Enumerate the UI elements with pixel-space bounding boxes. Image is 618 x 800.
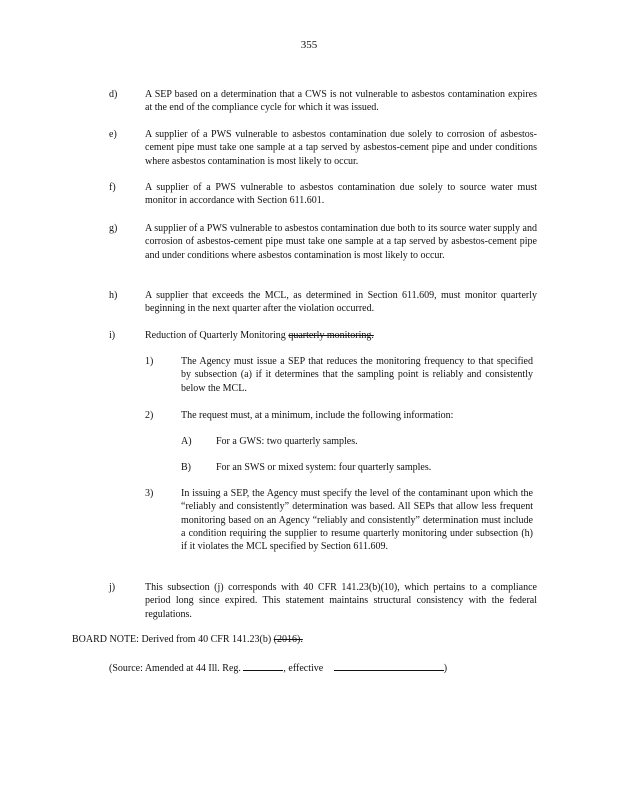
register-blank xyxy=(243,661,283,671)
item-label: 3) xyxy=(145,488,154,499)
item-text: The Agency must issue a SEP that reduces the monitoring frequency to that specified by subsection (a) if it determines that the sampling point is reliably and consistently below the MCL. xyxy=(181,356,533,394)
source-effective: , effective xyxy=(283,663,324,674)
board-note-text: BOARD NOTE: Derived from 40 CFR 141.23(b) xyxy=(72,634,272,645)
source-prefix: (Source: Amended at 44 Ill. Reg. xyxy=(109,663,241,674)
effective-date-blank xyxy=(334,661,444,671)
item-text: A supplier of a PWS vulnerable to asbestos contamination due both to its source water supply and corrosion of asbestos-cement pipe must take one sample at a tap served by asbestos-cement pipe and under conditions where asbestos contamination is most likely to occur. xyxy=(145,223,537,261)
item-text xyxy=(145,329,537,342)
item-label: g) xyxy=(109,223,118,234)
item-label: d) xyxy=(109,89,118,100)
board-note xyxy=(72,633,303,646)
item-heading: Reduction of Quarterly Monitoring xyxy=(145,330,286,341)
item-label: A) xyxy=(181,436,192,447)
item-text: A supplier of a PWS vulnerable to asbestos contamination due solely to source water must monitor in accordance with Section 611.601. xyxy=(145,182,537,207)
item-text: For a GWS: two quarterly samples. xyxy=(216,436,358,447)
item-label: B) xyxy=(181,462,191,473)
struck-text: quarterly monitoring. xyxy=(288,330,374,341)
struck-text: (2016). xyxy=(273,634,303,645)
item-label: h) xyxy=(109,290,118,301)
item-label: 2) xyxy=(145,410,154,421)
item-text: A supplier of a PWS vulnerable to asbestos contamination due solely to corrosion of asbestos-cement pipe must take one sample at a tap served by asbestos-cement pipe and under conditions where asbestos contamination is most likely to occur. xyxy=(145,129,537,167)
item-text: A supplier that exceeds the MCL, as determined in Section 611.609, must monitor quarterly beginning in the next quarter after the violation occurred. xyxy=(145,290,537,315)
source-close: ) xyxy=(443,663,448,674)
item-text: A SEP based on a determination that a CWS is not vulnerable to asbestos contamination expires at the end of the compliance cycle for which it was issued. xyxy=(145,89,537,114)
item-text: For an SWS or mixed system: four quarterly samples. xyxy=(216,462,432,473)
page-number: 355 xyxy=(300,39,318,51)
item-label: f) xyxy=(109,182,116,193)
item-label: e) xyxy=(109,129,117,140)
item-label: j) xyxy=(109,582,116,593)
item-text: This subsection (j) corresponds with 40 CFR 141.23(b)(10), which pertains to a compliance period long since expired. This statement maintains structural consistency with the federal regulations. xyxy=(145,582,537,620)
item-label: 1) xyxy=(145,356,154,367)
source-note xyxy=(109,661,447,675)
item-label: i) xyxy=(109,330,116,341)
item-text: The request must, at a minimum, include the following information: xyxy=(181,410,454,421)
item-text: In issuing a SEP, the Agency must specify the level of the contaminant upon which the “reliably and consistently” determination was based. All SEPs that allow less frequent monitoring based on an Agency “reliably and consistently” determination must include a condition requiring the supplier to resume quarterly monitoring under subsection (h) if it violates the MCL specified by Section 611.609. xyxy=(181,488,533,553)
